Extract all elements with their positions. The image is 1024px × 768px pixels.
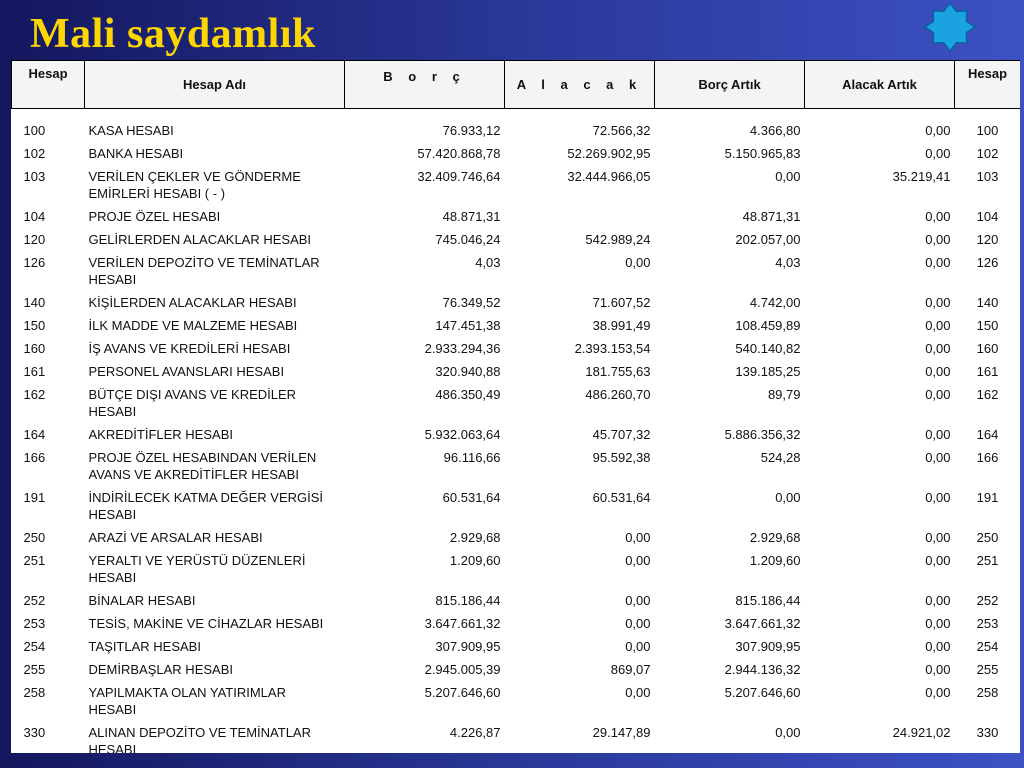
account-code-right: 103: [976, 169, 999, 184]
account-code: 104: [23, 209, 46, 224]
account-name: VERİLEN ÇEKLER VE GÖNDERME EMİRLERİ HESABI ( - ): [88, 169, 301, 201]
borc-artik-value: 815.186,44: [735, 593, 801, 608]
table-row: [12, 589, 1021, 612]
table-row: [12, 314, 1021, 337]
borc-value: 4,03: [475, 255, 501, 270]
borc-value: 815.186,44: [435, 593, 501, 608]
borc-artik-value: 2.929,68: [749, 530, 801, 545]
account-code-right: 104: [976, 209, 999, 224]
account-name: VERİLEN DEPOZİTO VE TEMİNATLAR HESABI: [88, 255, 320, 287]
account-code-right: 166: [976, 450, 999, 465]
borc-value: 2.945.005,39: [424, 662, 501, 677]
borc-value: 48.871,31: [442, 209, 501, 224]
header-alacak-artik: Alacak Artık: [805, 61, 955, 109]
account-name: ARAZİ VE ARSALAR HESABI: [88, 530, 263, 545]
account-name: AKREDİTİFLER HESABI: [88, 427, 233, 442]
borc-artik-value: 0,00: [775, 169, 801, 184]
alacak-value: 0,00: [625, 530, 651, 545]
account-code-right: 160: [976, 341, 999, 356]
header-hesap: Hesap: [12, 61, 85, 109]
account-code: 330: [23, 725, 46, 740]
borc-artik-value: 3.647.661,32: [724, 616, 801, 631]
borc-artik-value: 5.207.646,60: [724, 685, 801, 700]
alacak-artik-value: 0,00: [925, 553, 951, 568]
borc-value: 4.226,87: [449, 725, 501, 740]
account-code: 160: [23, 341, 46, 356]
borc-value: 320.940,88: [435, 364, 501, 379]
alacak-artik-value: 0,00: [925, 146, 951, 161]
borc-value: 76.933,12: [442, 123, 501, 138]
borc-value: 307.909,95: [435, 639, 501, 654]
borc-artik-value: 524,28: [760, 450, 801, 465]
alacak-value: 29.147,89: [592, 725, 651, 740]
alacak-value: 0,00: [625, 616, 651, 631]
table-row: [12, 549, 1021, 589]
borc-value: 745.046,24: [435, 232, 501, 247]
alacak-artik-value: 0,00: [925, 364, 951, 379]
account-code: 250: [23, 530, 46, 545]
borc-value: 2.929,68: [449, 530, 501, 545]
account-code-right: 150: [976, 318, 999, 333]
accounts-table-panel: [11, 60, 1020, 753]
borc-artik-value: 1.209,60: [749, 553, 801, 568]
header-alacak: A l a c a k: [505, 61, 655, 109]
account-name: BİNALAR HESABI: [88, 593, 196, 608]
table-row: [12, 423, 1021, 446]
alacak-artik-value: 0,00: [925, 255, 951, 270]
alacak-value: 0,00: [625, 553, 651, 568]
alacak-artik-value: 0,00: [925, 232, 951, 247]
alacak-artik-value: 0,00: [925, 530, 951, 545]
table-row: [12, 337, 1021, 360]
borc-value: 5.932.063,64: [424, 427, 501, 442]
borc-artik-value: 4.366,80: [749, 123, 801, 138]
account-code-right: 102: [976, 146, 999, 161]
borc-artik-value: 89,79: [767, 387, 801, 402]
alacak-artik-value: 0,00: [925, 209, 951, 224]
account-code-right: 251: [976, 553, 999, 568]
account-code: 253: [23, 616, 46, 631]
account-code-right: 330: [976, 725, 999, 740]
account-name: YERALTI VE YERÜSTÜ DÜZENLERİ HESABI: [88, 553, 306, 585]
account-name: BANKA HESABI: [88, 146, 184, 161]
account-code: 161: [23, 364, 46, 379]
alacak-artik-value: 0,00: [925, 427, 951, 442]
alacak-artik-value: 0,00: [925, 662, 951, 677]
borc-artik-value: 540.140,82: [735, 341, 801, 356]
borc-value: 5.207.646,60: [424, 685, 501, 700]
borc-artik-value: 139.185,25: [735, 364, 801, 379]
table-row: [12, 251, 1021, 291]
account-name: ALINAN DEPOZİTO VE TEMİNATLAR HESABI: [88, 725, 311, 753]
account-code: 164: [23, 427, 46, 442]
table-row: [12, 526, 1021, 549]
table-row: [12, 721, 1021, 753]
table-row: [12, 205, 1021, 228]
account-name: BÜTÇE DIŞI AVANS VE KREDİLER HESABI: [88, 387, 297, 419]
header-hesap-adi: Hesap Adı: [85, 61, 345, 109]
table-row: [12, 383, 1021, 423]
borc-value: 2.933.294,36: [424, 341, 501, 356]
alacak-artik-value: 0,00: [925, 593, 951, 608]
table-row: [12, 228, 1021, 251]
alacak-artik-value: 0,00: [925, 123, 951, 138]
account-name: DEMİRBAŞLAR HESABI: [88, 662, 233, 677]
borc-artik-value: 0,00: [775, 725, 801, 740]
account-code: 258: [23, 685, 46, 700]
alacak-value: 38.991,49: [592, 318, 651, 333]
borc-value: 57.420.868,78: [417, 146, 501, 161]
alacak-value: 32.444.966,05: [567, 169, 651, 184]
borc-artik-value: 2.944.136,32: [724, 662, 801, 677]
table-row: [12, 658, 1021, 681]
table-row: [12, 486, 1021, 526]
borc-artik-value: 5.886.356,32: [724, 427, 801, 442]
alacak-artik-value: 0,00: [925, 685, 951, 700]
table-row: [12, 165, 1021, 205]
alacak-artik-value: 0,00: [925, 490, 951, 505]
borc-artik-value: 307.909,95: [735, 639, 801, 654]
borc-value: 96.116,66: [443, 450, 501, 465]
account-name: TAŞITLAR HESABI: [88, 639, 201, 654]
account-code-right: 258: [976, 685, 999, 700]
borc-artik-value: 0,00: [775, 490, 801, 505]
borc-value: 76.349,52: [442, 295, 501, 310]
accounts-table: [11, 60, 1020, 753]
account-name: KİŞİLERDEN ALACAKLAR HESABI: [88, 295, 297, 310]
borc-artik-value: 48.871,31: [742, 209, 801, 224]
account-code-right: 161: [976, 364, 999, 379]
alacak-value: 486.260,70: [585, 387, 651, 402]
alacak-artik-value: 0,00: [925, 616, 951, 631]
accounts-table-body: [12, 109, 1021, 754]
table-header-row: [12, 61, 1021, 109]
account-code-right: 191: [976, 490, 999, 505]
alacak-artik-value: 24.921,02: [892, 725, 951, 740]
alacak-value: 869,07: [610, 662, 651, 677]
alacak-value: 2.393.153,54: [574, 341, 651, 356]
alacak-artik-value: 35.219,41: [892, 169, 951, 184]
alacak-value: 52.269.902,95: [567, 146, 651, 161]
account-name: GELİRLERDEN ALACAKLAR HESABI: [88, 232, 312, 247]
account-code-right: 100: [976, 123, 999, 138]
borc-value: 32.409.746,64: [417, 169, 501, 184]
account-name: İLK MADDE VE MALZEME HESABI: [88, 318, 298, 333]
table-row: [12, 119, 1021, 142]
account-name: İNDİRİLECEK KATMA DEĞER VERGİSİ HESABI: [88, 490, 324, 522]
alacak-artik-value: 0,00: [925, 318, 951, 333]
alacak-artik-value: 0,00: [925, 387, 951, 402]
account-code-right: 164: [976, 427, 999, 442]
alacak-value: 0,00: [625, 685, 651, 700]
account-code-right: 253: [976, 616, 999, 631]
borc-value: 486.350,49: [435, 387, 501, 402]
account-code: 166: [23, 450, 46, 465]
table-row: [12, 446, 1021, 486]
table-row: [12, 612, 1021, 635]
account-code-right: 162: [976, 387, 999, 402]
borc-artik-value: 202.057,00: [735, 232, 801, 247]
account-code-right: 140: [976, 295, 999, 310]
borc-artik-value: 4,03: [775, 255, 801, 270]
account-code-right: 255: [976, 662, 999, 677]
account-code-right: 252: [976, 593, 999, 608]
account-code: 150: [23, 318, 46, 333]
alacak-value: 542.989,24: [585, 232, 651, 247]
alacak-value: 45.707,32: [592, 427, 651, 442]
account-code: 255: [23, 662, 46, 677]
alacak-value: 181.755,63: [585, 364, 651, 379]
borc-artik-value: 5.150.965,83: [724, 146, 801, 161]
header-hesap-right: Hesap: [955, 61, 1021, 109]
account-name: PROJE ÖZEL HESABI: [88, 209, 221, 224]
account-code: 252: [23, 593, 46, 608]
table-row: [12, 635, 1021, 658]
slide-title: Mali saydamlık: [30, 11, 316, 57]
account-name: TESİS, MAKİNE VE CİHAZLAR HESABI: [88, 616, 324, 631]
alacak-value: 95.592,38: [592, 450, 651, 465]
header-borc-artik: Borç Artık: [655, 61, 805, 109]
table-row: [12, 291, 1021, 314]
alacak-value: 0,00: [625, 639, 651, 654]
account-code: 162: [23, 387, 46, 402]
table-row: [12, 681, 1021, 721]
account-code-right: 120: [976, 232, 999, 247]
table-row: [12, 142, 1021, 165]
alacak-value: 72.566,32: [592, 123, 651, 138]
account-code-right: 254: [976, 639, 999, 654]
borc-value: 1.209,60: [449, 553, 501, 568]
star-icon: [921, 2, 979, 52]
account-code: 251: [23, 553, 46, 568]
borc-value: 3.647.661,32: [424, 616, 501, 631]
alacak-artik-value: 0,00: [925, 450, 951, 465]
alacak-artik-value: 0,00: [925, 639, 951, 654]
account-code-right: 250: [976, 530, 999, 545]
account-code: 254: [23, 639, 46, 654]
alacak-artik-value: 0,00: [925, 295, 951, 310]
alacak-value: [505, 205, 655, 228]
account-code: 102: [23, 146, 46, 161]
account-code: 140: [23, 295, 46, 310]
account-name: KASA HESABI: [88, 123, 174, 138]
account-code: 103: [23, 169, 46, 184]
borc-value: 60.531,64: [442, 490, 501, 505]
header-borc: B o r ç: [345, 61, 505, 109]
account-code: 126: [23, 255, 46, 270]
alacak-value: 60.531,64: [592, 490, 651, 505]
alacak-value: 71.607,52: [592, 295, 651, 310]
account-code: 120: [23, 232, 46, 247]
account-code: 100: [23, 123, 46, 138]
borc-value: 147.451,38: [435, 318, 501, 333]
borc-artik-value: 108.459,89: [735, 318, 801, 333]
alacak-value: 0,00: [625, 593, 651, 608]
account-name: İŞ AVANS VE KREDİLERİ HESABI: [88, 341, 291, 356]
alacak-artik-value: 0,00: [925, 341, 951, 356]
account-code: 191: [23, 490, 46, 505]
alacak-value: 0,00: [625, 255, 651, 270]
account-code-right: 126: [976, 255, 999, 270]
table-row: [12, 360, 1021, 383]
account-name: PERSONEL AVANSLARI HESABI: [88, 364, 285, 379]
account-name: PROJE ÖZEL HESABINDAN VERİLEN AVANS VE AKREDİTİFLER HESABI: [88, 450, 317, 482]
account-name: YAPILMAKTA OLAN YATIRIMLAR HESABI: [88, 685, 286, 717]
borc-artik-value: 4.742,00: [749, 295, 801, 310]
